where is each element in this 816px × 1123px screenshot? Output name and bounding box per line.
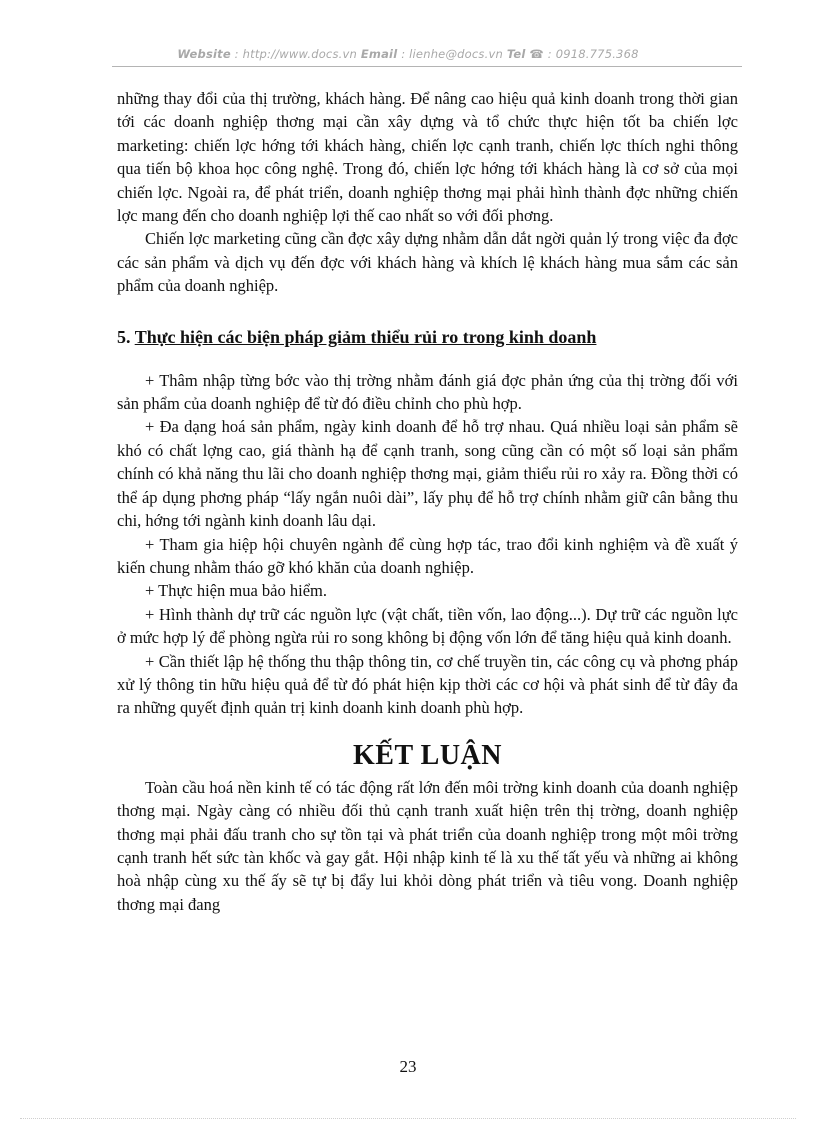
email-label: Email: [360, 47, 398, 61]
phone-icon: ☎: [529, 47, 544, 61]
list-item: + Tham gia hiệp hội chuyên ngành để cùng hợp tác, trao đổi kinh nghiệm và đề xuất ý kiến chung nhằm tháo gỡ khó khăn của doanh nghiệp.: [117, 534, 738, 577]
footer-divider: [20, 1118, 796, 1119]
list-item: + Đa dạng hoá sản phẩm, ngày kinh doanh để hỗ trợ nhau. Quá nhiều loại sản phẩm sẽ khó có chất lợng cao, giá thành hạ để cạnh tranh, song cũng cần có một số loại sản phẩm chính có khả năng thu lãi cho doanh nghiệp thơng mại, giảm thiểu rủi ro xảy ra. Đồng thời có thể áp dụng phơng pháp “lấy ngắn nuôi dài”, lấy phụ để hỗ trợ chính nhằm giữ cân bằng thu chi, hớng tới ngành kinh doanh lâu dại.: [117, 417, 738, 531]
list-item: + Hình thành dự trữ các nguồn lực (vật chất, tiền vốn, lao động...). Dự trữ các nguồn lực ở mức hợp lý để phòng ngừa rủi ro song không bị động vốn lớn để tăng hiệu quả kinh doanh.: [117, 604, 738, 648]
list-item: + Cần thiết lập hệ thống thu thập thông tin, cơ chế truyền tin, các công cụ và phơng pháp xử lý thông tin hữu hiệu quả để từ đó phát hiện kịp thời các cơ hội và phát sinh để từ đây đa ra những quyết định quản trị kinh doanh kinh doanh phù hợp.: [117, 651, 738, 718]
section-number: 5.: [117, 326, 131, 347]
website-separator: :: [230, 47, 243, 61]
website-label: Website: [177, 47, 231, 61]
body-paragraph: những thay đổi của thị trường, khách hàng. Để nâng cao hiệu quả kinh doanh trong thời gian tới các doanh nghiệp thơng mại cần xây dựng và tổ chức thực hiện tốt ba chiến lợc marketing: chiến lợc hớng tới khách hàng, chiến lợc cạnh tranh, chiến lợc thích nghi thông qua tiến bộ khoa học công nghệ. Trong đó, chiến lợc hớng tới khách hàng là cơ sở của mọi chiến lợc. Ngoài ra, để phát triển, doanh nghiệp thơng mại phải hình thành đợc những chiến lợc mang đến cho doanh nghiệp lợi thế cao nhất so với đối phơng.: [117, 89, 738, 226]
section-title: Thực hiện các biện pháp giảm thiểu rủi ro trong kinh doanh: [134, 326, 597, 347]
body-paragraph: Chiến lợc marketing cũng cần đợc xây dựng nhằm dẫn dắt ngời quản lý trong việc đa đợc các sản phẩm và dịch vụ đến đợc với khách hàng và khích lệ khách hàng mua sắm các sản phẩm của doanh nghiệp.: [117, 229, 738, 296]
list-item: + Thực hiện mua bảo hiểm.: [145, 581, 327, 601]
document-body: [117, 87, 738, 916]
tel-number: 0918.775.368: [555, 47, 639, 61]
header-divider: [112, 66, 742, 67]
conclusion-paragraph: Toàn cầu hoá nền kinh tế có tác động rất lớn đến môi trờng kinh doanh của doanh nghiệp thơng mại. Ngày càng có nhiều đối thủ cạnh tranh xuất hiện trên thị trờng, doanh nghiệp thơng mại phải đấu tranh cho sự tồn tại và phát triển của doanh nghiệp trong một môi trờng cạnh tranh hết sức tàn khốc và gay gắt. Hội nhập kinh tế là xu thế tất yếu và những ai không hoà nhập cùng xu thế ấy sẽ tự bị đẩy lui khỏi dòng phát triển và tiêu vong. Doanh nghiệp thơng mại đang: [117, 777, 738, 914]
tel-separator: :: [543, 47, 556, 61]
conclusion-heading: KẾT LUẬN: [353, 739, 502, 771]
list-item: + Thâm nhập từng bớc vào thị trờng nhằm đánh giá đợc phản ứng của thị trờng đối với sản phẩm của doanh nghiệp để từ đó điều chỉnh cho phù hợp.: [117, 370, 738, 414]
email-separator: :: [397, 47, 410, 61]
email-address[interactable]: lienhe@docs.vn: [409, 47, 503, 61]
section-heading: [117, 325, 738, 349]
page-number: 23: [399, 1057, 417, 1076]
page-header: [0, 47, 816, 61]
tel-label: Tel: [506, 47, 526, 61]
website-url[interactable]: http://www.docs.vn: [242, 47, 357, 61]
